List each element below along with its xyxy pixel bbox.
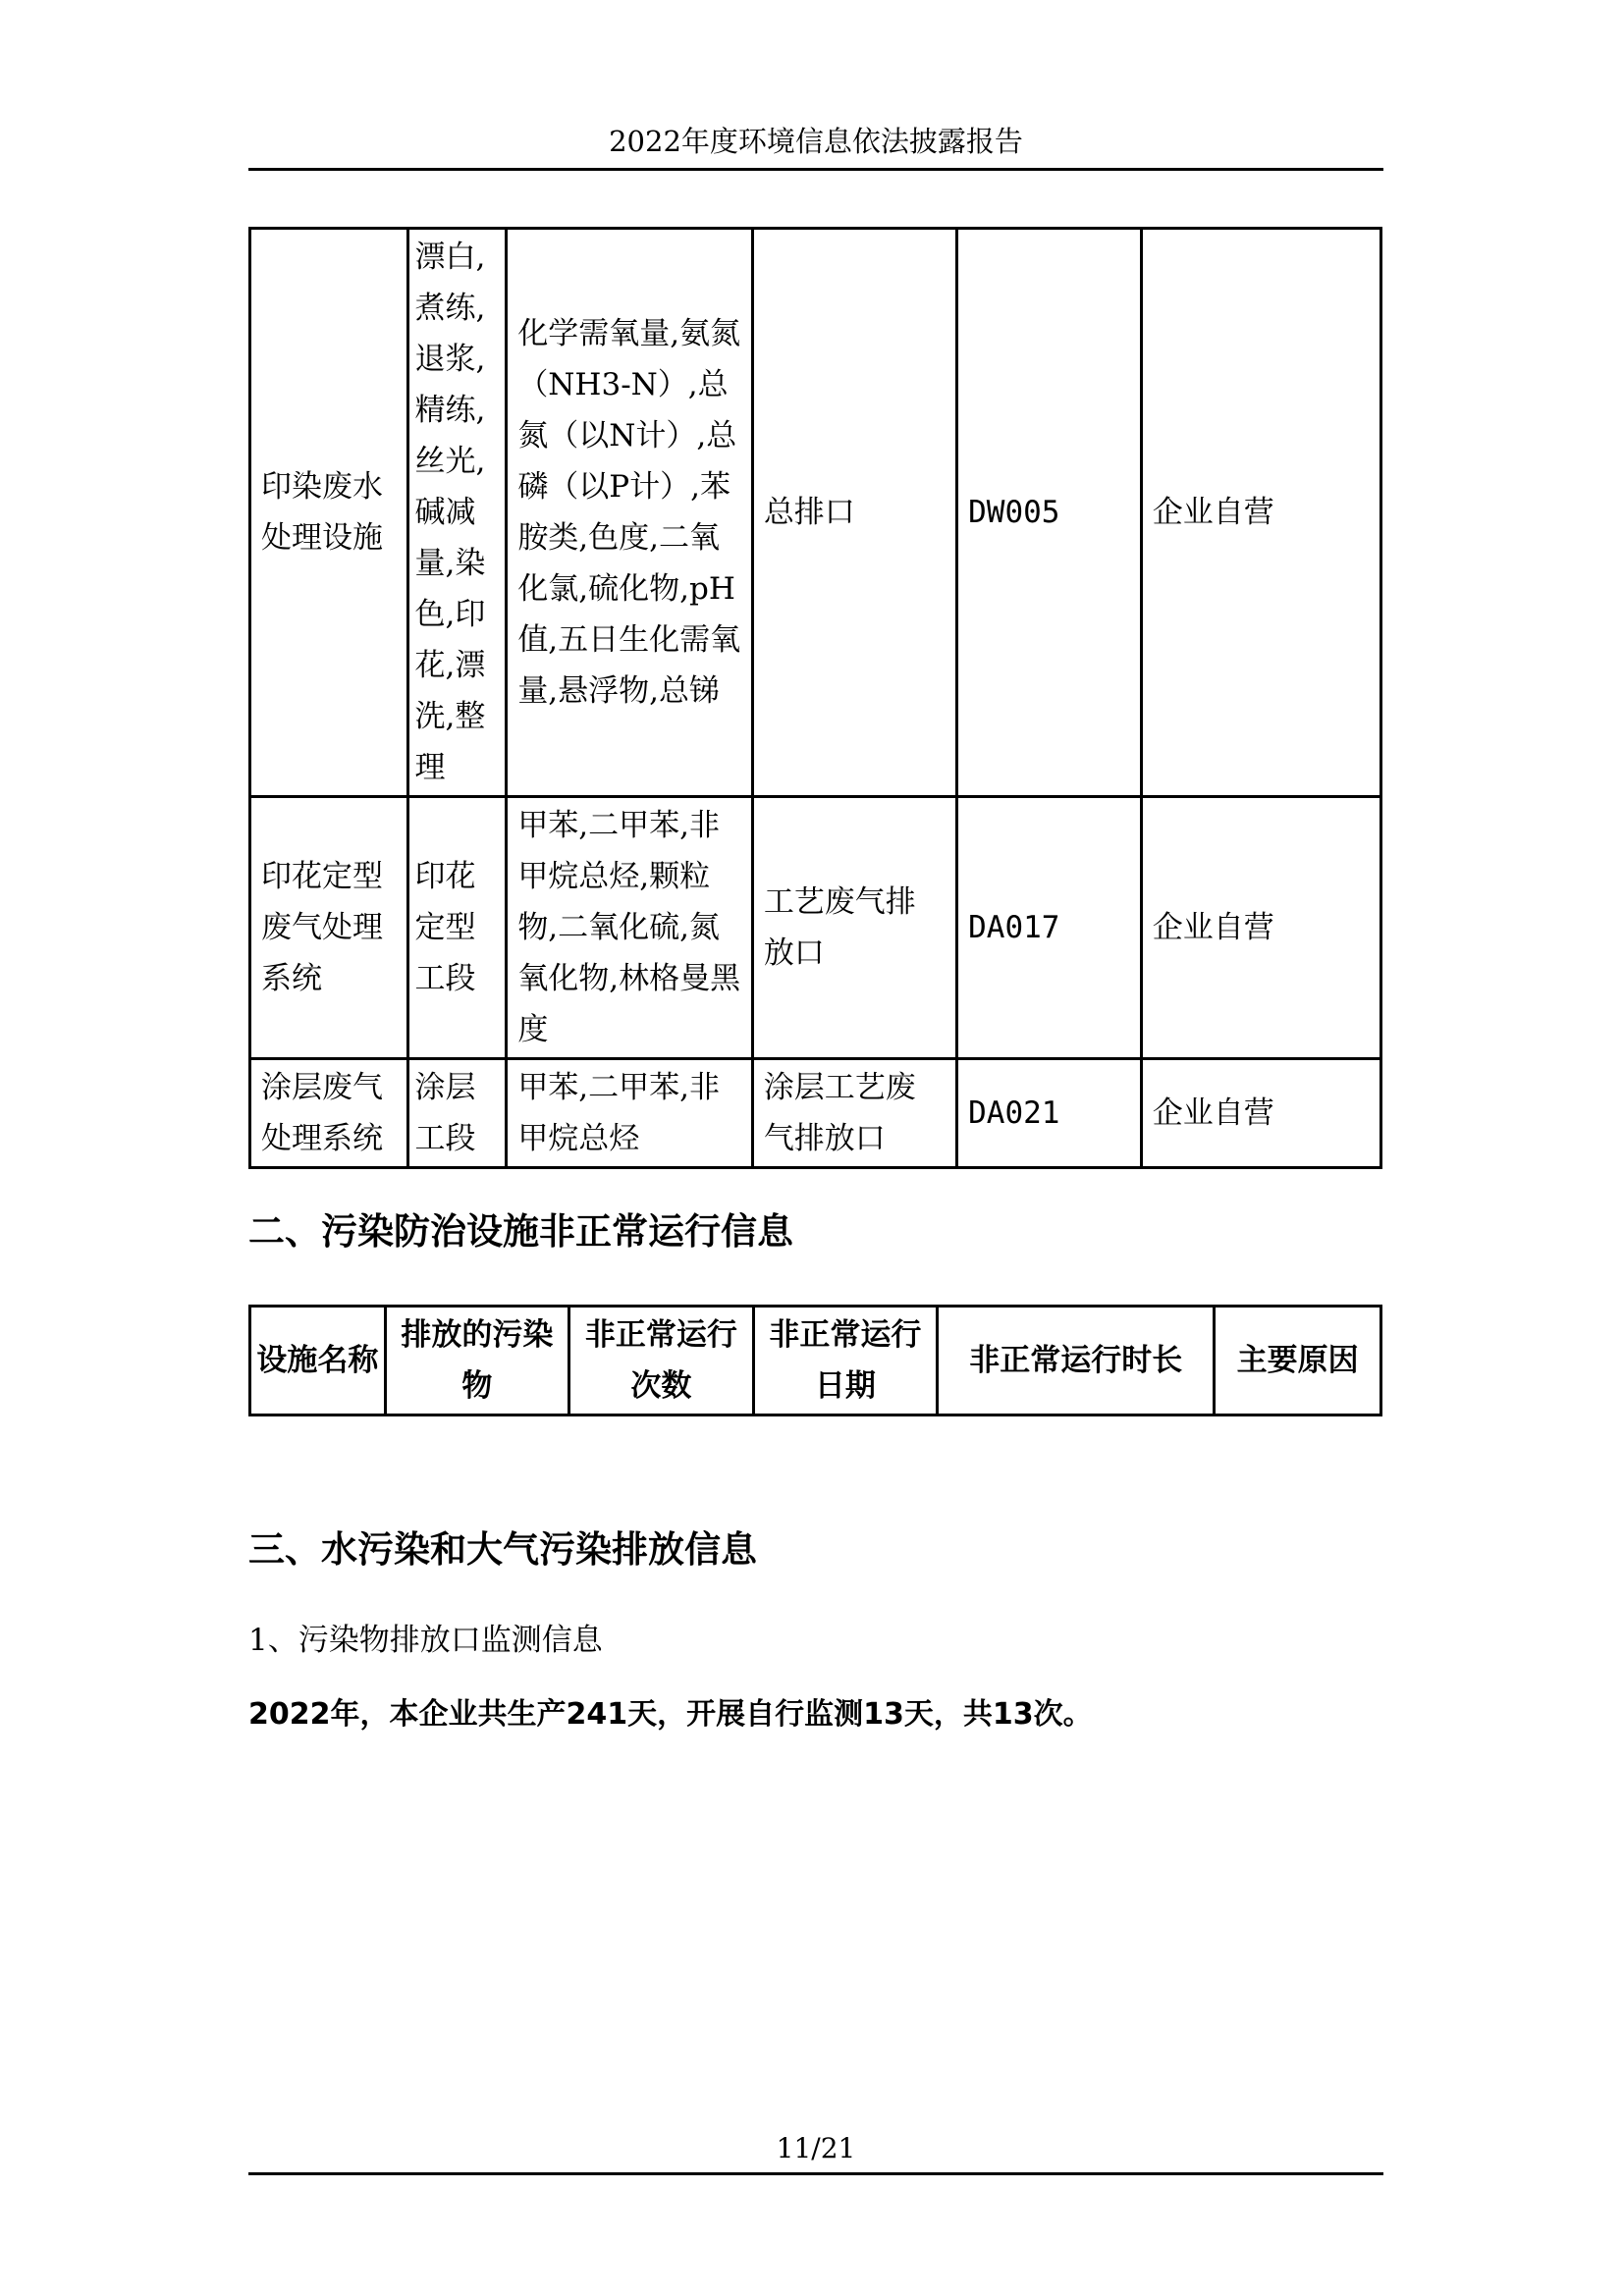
column-header: 设施名称 — [250, 1307, 386, 1415]
outlet-cell: 总排口 — [752, 229, 956, 797]
operation-cell: 企业自营 — [1141, 1059, 1380, 1168]
outlet-code-cell: DW005 — [957, 229, 1142, 797]
pollutants-cell: 甲苯,二甲苯,非甲烷总烃 — [507, 1059, 753, 1168]
process-cell: 涂层工段 — [407, 1059, 507, 1168]
abnormal-operation-table — [248, 1305, 1382, 1416]
monitoring-summary: 2022年，本企业共生产241天，开展自行监测13天，共13次。 — [248, 1697, 1093, 1732]
page-header-title: 2022年度环境信息依法披露报告 — [609, 125, 1023, 158]
table-header-row — [250, 1307, 1381, 1415]
table-row — [250, 229, 1381, 797]
facility-table — [248, 227, 1382, 1169]
table-row — [250, 1059, 1381, 1168]
column-header: 非正常运行次数 — [569, 1307, 754, 1415]
process-cell: 印花定型工段 — [407, 797, 507, 1059]
column-header: 排放的污染物 — [385, 1307, 569, 1415]
column-header: 主要原因 — [1215, 1307, 1381, 1415]
outlet-code-cell: DA021 — [957, 1059, 1142, 1168]
table-row — [250, 797, 1381, 1059]
column-header: 非正常运行时长 — [938, 1307, 1215, 1415]
facility-name-cell: 印染废水处理设施 — [250, 229, 408, 797]
pollutants-cell: 化学需氧量,氨氮（NH3-N）,总氮（以N计）,总磷（以P计）,苯胺类,色度,二氧化氯,硫化物,pH值,五日生化需氧量,悬浮物,总锑 — [507, 229, 753, 797]
outlet-cell: 涂层工艺废气排放口 — [752, 1059, 956, 1168]
section3-subheading: 1、污染物排放口监测信息 — [248, 1623, 603, 1658]
outlet-cell: 工艺废气排放口 — [752, 797, 956, 1059]
pollutants-cell: 甲苯,二甲苯,非甲烷总烃,颗粒物,二氧化硫,氮氧化物,林格曼黑度 — [507, 797, 753, 1059]
footer-rule — [248, 2172, 1383, 2175]
process-cell: 漂白,煮练,退浆,精练,丝光,碱减量,染色,印花,漂洗,整理 — [407, 229, 507, 797]
section3-title: 三、水污染和大气污染排放信息 — [248, 1528, 757, 1571]
page-number: 11/21 — [776, 2132, 856, 2164]
header-rule — [248, 168, 1383, 171]
facility-name-cell: 涂层废气处理系统 — [250, 1059, 408, 1168]
operation-cell: 企业自营 — [1141, 797, 1380, 1059]
column-header: 非正常运行日期 — [753, 1307, 938, 1415]
facility-name-cell: 印花定型废气处理系统 — [250, 797, 408, 1059]
outlet-code-cell: DA017 — [957, 797, 1142, 1059]
operation-cell: 企业自营 — [1141, 229, 1380, 797]
section2-title: 二、污染防治设施非正常运行信息 — [248, 1210, 793, 1253]
